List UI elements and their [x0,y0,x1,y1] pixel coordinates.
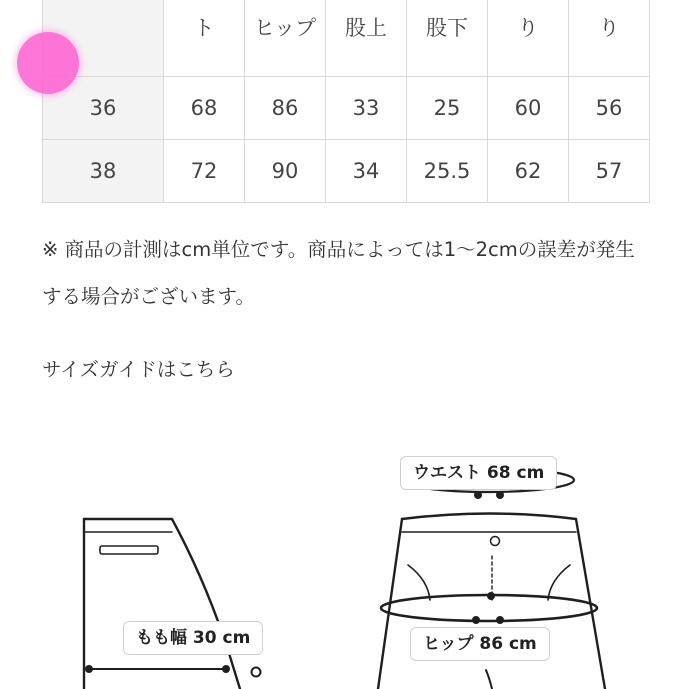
size-table-header-cell: り [488,0,569,77]
size-label-cell: 36 [43,77,164,140]
size-table-header-cell: 股上 [326,0,407,77]
size-value-cell: 25 [407,77,488,140]
measurement-diagram [0,440,689,689]
size-table [42,0,650,203]
size-table-row [43,77,650,140]
size-value-cell: 60 [488,77,569,140]
size-table-header-cell: り [569,0,650,77]
size-value-cell: 56 [569,77,650,140]
size-value-cell: 72 [164,140,245,203]
size-table-header-cell: 股下 [407,0,488,77]
size-value-cell: 68 [164,77,245,140]
size-table-row [43,140,650,203]
measurement-note: ※ 商品の計測はcm単位です。商品によっては1〜2cmの誤差が発生する場合がございます。 [42,238,635,308]
size-value-cell: 57 [569,140,650,203]
waist-label: ウエスト 68 cm [400,456,557,490]
size-value-cell: 62 [488,140,569,203]
size-value-cell: 33 [326,77,407,140]
size-value-cell: 86 [245,77,326,140]
size-table-header-cell: ヒップ [245,0,326,77]
size-table-header-row [43,0,650,77]
size-value-cell: 25.5 [407,140,488,203]
thigh-width-label: もも幅 30 cm [123,621,263,655]
size-table-header-cell: ト [164,0,245,77]
size-guide-link[interactable]: サイズガイドはこちら [42,358,235,381]
pants-illustration [0,440,689,689]
size-label-cell: 38 [43,140,164,203]
touch-indicator [17,32,79,94]
size-value-cell: 90 [245,140,326,203]
size-value-cell: 34 [326,140,407,203]
hip-label: ヒップ 86 cm [410,627,550,661]
